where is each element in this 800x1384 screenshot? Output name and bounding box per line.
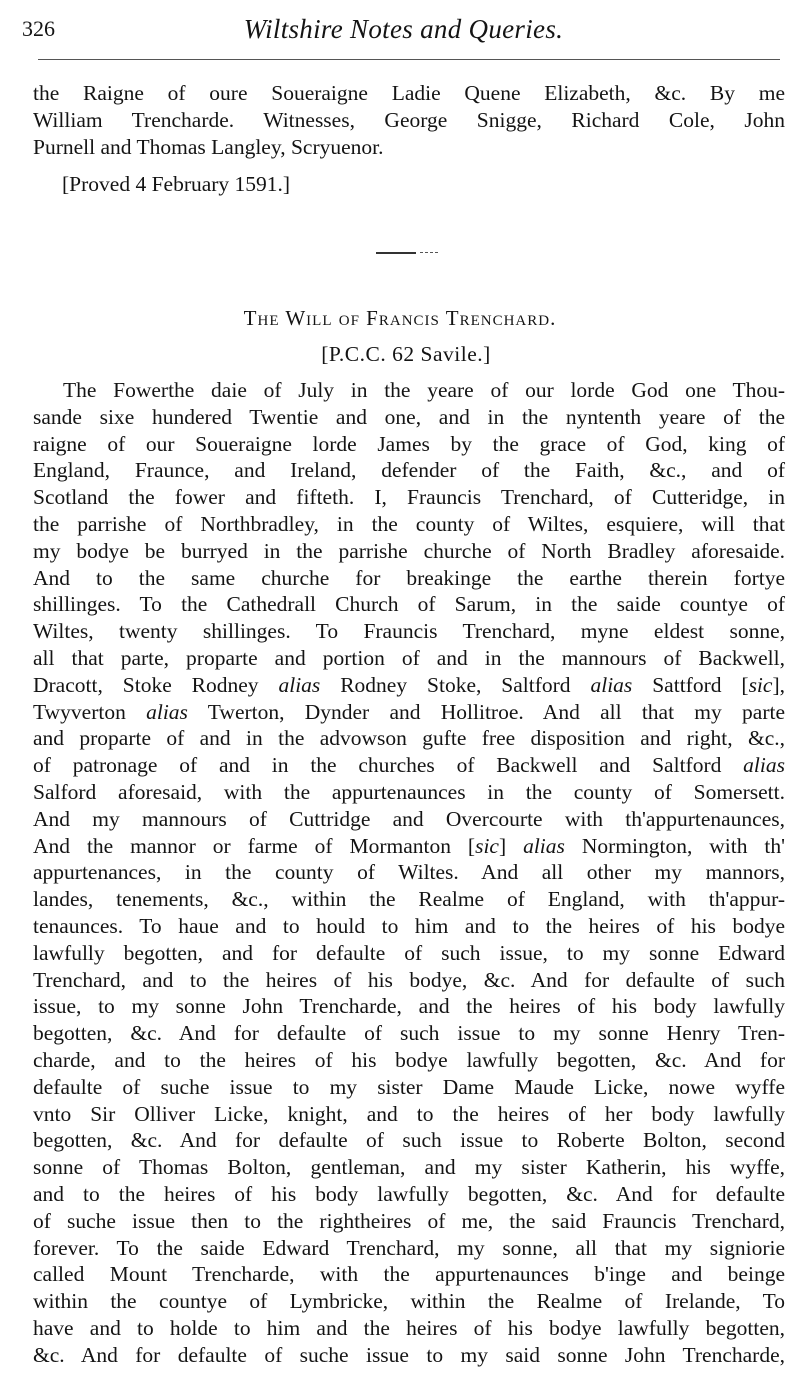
will-text <box>33 377 785 1368</box>
text-segment: Twerton, Dynder and Hollitroe. And all that my parte <box>187 699 785 724</box>
text-line: appurtenances, in the county of Wiltes. And all other my mannors, <box>33 860 785 885</box>
text-line: shillinges. To the Cathedrall Church of Sarum, in the saide countye of <box>33 592 785 617</box>
text-line: and proparte of and in the advowson gufte free disposition and right, &c., <box>33 726 785 751</box>
will-reference: [P.C.C. 62 Savile.] <box>321 342 491 366</box>
text-segment: Rodney Stoke, Saltford <box>320 672 591 697</box>
will-title: The Will of Francis Trenchard. <box>243 306 557 330</box>
text-line: sande sixe hundered Twentie and one, and in the nyntenth yeare of the <box>33 404 785 429</box>
text-line: And to the same churche for breakinge the earthe therein fortye <box>33 565 785 590</box>
italic-text: alias <box>743 753 785 778</box>
text-line: The Fowerthe daie of July in the yeare of our lorde God one Thou- <box>63 378 785 402</box>
text-line <box>33 752 785 779</box>
text-segment: ], <box>772 672 785 697</box>
text-line: all that parte, proparte and portion of and in the mannours of Backwell, <box>33 645 785 670</box>
text-line: called Mount Trencharde, with the appurtenaunces b'inge and beinge <box>33 1262 785 1287</box>
text-line: Wiltes, twenty shillinges. To Frauncis Trenchard, myne eldest sonne, <box>33 619 785 644</box>
text-line: within the countye of Lymbricke, within the Realme of Irelande, To <box>33 1289 785 1314</box>
text-line <box>33 672 785 699</box>
text-line <box>33 699 785 726</box>
italic-text: alias <box>590 672 633 697</box>
text-segment: Twyverton <box>33 699 147 724</box>
text-line: my bodye be burryed in the parrishe churche of North Bradley aforesaide. <box>33 538 785 563</box>
page-number: 326 <box>22 16 55 41</box>
probate-note: [Proved 4 February 1591.] <box>62 172 291 196</box>
text-line: And my mannours of Cuttridge and Overcourte with th'appurtenaunces, <box>33 806 785 831</box>
text-line: defaulte of suche issue to my sister Dame Maude Licke, nowe wyffe <box>33 1074 785 1099</box>
italic-text: alias <box>146 699 188 724</box>
section-divider-dashes <box>420 252 438 253</box>
text-line: Purnell and Thomas Langley, Scryuenor. <box>33 134 384 159</box>
text-line: charde, and to the heires of his bodye lawfully begotten, &c. And for <box>33 1047 785 1072</box>
text-line: Scotland the fower and fifteth. I, Frauncis Trenchard, of Cutteridge, in <box>33 485 785 510</box>
italic-text: sic <box>475 833 499 858</box>
text-line: William Trencharde. Witnesses, George Snigge, Richard Cole, John <box>33 107 785 132</box>
text-line <box>33 833 785 860</box>
text-line: tenaunces. To haue and to hould to him and to the heires of his bodye <box>33 913 785 938</box>
text-segment: Normington, with th' <box>564 833 785 858</box>
text-line: Trenchard, and to the heires of his bodye, &c. And for defaulte of such <box>33 967 785 992</box>
text-line: begotten, &c. And for defaulte of such issue to my sonne Henry Tren- <box>33 1021 785 1046</box>
running-header <box>22 14 785 44</box>
text-line: lawfully begotten, and for defaulte of such issue, to my sonne Edward <box>33 940 785 965</box>
text-line: and to the heires of his body lawfully begotten, &c. And for defaulte <box>33 1181 785 1206</box>
running-title: Wiltshire Notes and Queries. <box>243 14 564 44</box>
section-divider <box>376 252 416 254</box>
italic-text: alias <box>523 833 565 858</box>
text-line: the Raigne of oure Soueraigne Ladie Quene Elizabeth, &c. By me <box>33 81 785 105</box>
text-line: begotten, &c. And for defaulte of such issue to Roberte Bolton, second <box>33 1128 785 1153</box>
text-line: have and to holde to him and the heires of his bodye lawfully begotten, <box>33 1315 785 1340</box>
italic-text: sic <box>748 672 773 697</box>
text-line: landes, tenements, &c., within the Realme of England, with th'appur- <box>33 887 785 912</box>
header-rule <box>38 59 780 60</box>
text-line: issue, to my sonne John Trencharde, and the heires of his body lawfully <box>33 994 785 1019</box>
text-line: &c. And for defaulte of suche issue to my said sonne John Trencharde, <box>33 1342 785 1367</box>
text-segment: Dracott, Stoke Rodney <box>33 672 279 697</box>
text-line: vnto Sir Olliver Licke, knight, and to the heires of her body lawfully <box>33 1101 785 1126</box>
text-line: forever. To the saide Edward Trenchard, my sonne, all that my signiorie <box>33 1235 785 1260</box>
text-segment: of patronage of and in the churches of Backwell and Saltford <box>33 753 744 778</box>
text-line: England, Fraunce, and Ireland, defender of the Faith, &c., and of <box>33 458 785 483</box>
italic-text: alias <box>278 672 321 697</box>
text-line: the parrishe of Northbradley, in the county of Wiltes, esquiere, will that <box>33 511 785 536</box>
text-segment: Sattford [ <box>632 672 749 697</box>
text-line: Salford aforesaid, with the appurtenaunces in the county of Somersett. <box>33 779 785 804</box>
text-segment: And the mannor or farme of Mormanton [ <box>33 833 476 858</box>
text-line: raigne of our Soueraigne lorde James by the grace of God, king of <box>33 431 785 456</box>
text-line: sonne of Thomas Bolton, gentleman, and my sister Katherin, his wyffe, <box>33 1155 785 1180</box>
previous-will-text <box>33 80 785 160</box>
text-line: of suche issue then to the rightheires of me, the said Frauncis Trenchard, <box>33 1208 785 1233</box>
text-segment: ] <box>498 833 524 858</box>
